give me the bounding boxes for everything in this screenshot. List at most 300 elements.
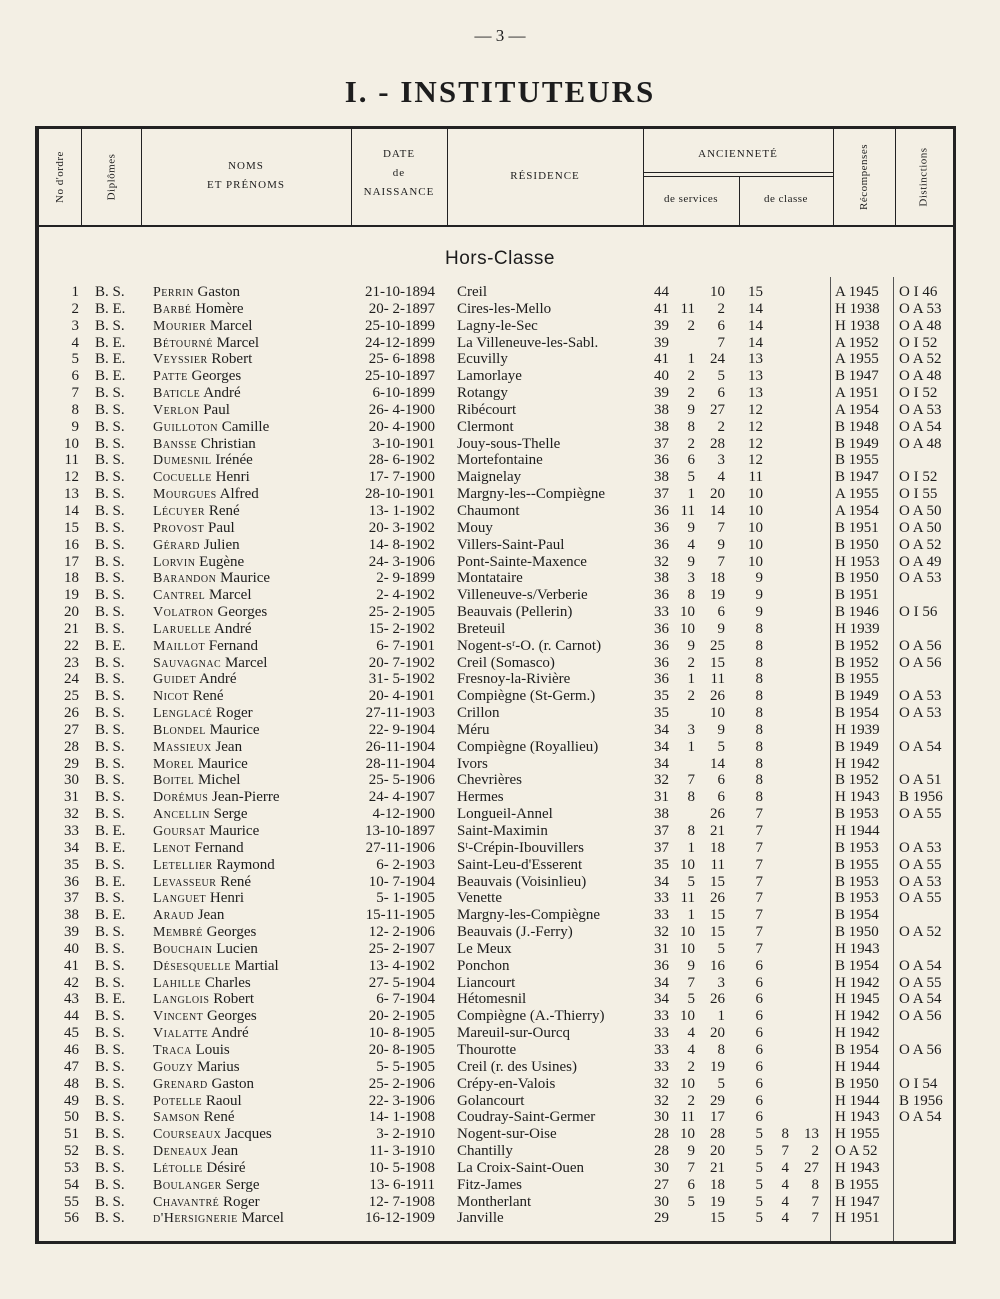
cell-services-annees: 32 xyxy=(654,772,669,789)
cell-date-naissance: 20- 2-1905 xyxy=(368,1008,435,1025)
cell-surname: Lécuyer xyxy=(153,503,206,519)
cell-diplome: B. S. xyxy=(95,721,125,738)
cell-surname: Grenard xyxy=(153,1076,208,1092)
cell-surname: Courseaux xyxy=(153,1127,222,1143)
cell-services-annees: 36 xyxy=(654,671,669,688)
cell-firstname: Désiré xyxy=(206,1159,246,1176)
cell-ordre: 29 xyxy=(64,755,79,772)
cell-classe-annees: 8 xyxy=(755,688,763,705)
cell-residence: Chevrières xyxy=(457,772,522,789)
cell-services-jours: 11 xyxy=(710,856,725,873)
table-row xyxy=(35,655,956,672)
cell-classe-annees: 7 xyxy=(755,856,763,873)
cell-classe-mois: 4 xyxy=(781,1159,789,1176)
cell-date-naissance: 25- 2-1905 xyxy=(368,604,435,621)
cell-services-annees: 36 xyxy=(654,519,669,536)
cell-firstname: Maurice xyxy=(220,570,271,587)
header-services: de services xyxy=(663,193,719,205)
cell-residence: La Croix-Saint-Ouen xyxy=(457,1159,585,1176)
table-row xyxy=(35,604,956,621)
cell-firstname: Robert xyxy=(213,991,255,1008)
cell-classe-annees: 6 xyxy=(755,957,763,974)
cell-firstname: Georges xyxy=(217,604,268,621)
table-row xyxy=(35,537,956,554)
cell-services-annees: 31 xyxy=(654,789,669,806)
cell-date-naissance: 20- 4-1901 xyxy=(368,688,435,705)
cell-nom xyxy=(153,1076,254,1093)
cell-services-annees: 36 xyxy=(654,587,669,604)
cell-residence: Lagny-le-Sec xyxy=(457,317,538,334)
cell-nom xyxy=(153,1126,272,1143)
cell-diplome: B. S. xyxy=(95,1092,125,1109)
cell-classe-mois: 4 xyxy=(781,1210,789,1227)
cell-distinction: O I 52 xyxy=(899,334,938,351)
cell-classe-annees: 7 xyxy=(755,940,763,957)
table-row xyxy=(35,385,956,402)
cell-services-jours: 15 xyxy=(710,873,725,890)
cell-diplome: B. S. xyxy=(95,1126,125,1143)
table-row xyxy=(35,924,956,941)
cell-services-jours: 10 xyxy=(710,284,725,300)
cell-date-naissance: 11- 3-1910 xyxy=(369,1143,435,1160)
cell-nom xyxy=(153,638,258,655)
cell-firstname: Raymond xyxy=(216,856,275,873)
cell-residence: Cires-les-Mello xyxy=(457,300,552,317)
cell-residence: Hétomesnil xyxy=(457,991,527,1008)
cell-recompense: H 1951 xyxy=(835,1210,880,1227)
cell-services-jours: 6 xyxy=(717,385,725,402)
cell-nom xyxy=(153,655,267,672)
cell-firstname: Robert xyxy=(211,351,253,368)
cell-surname: Perrin xyxy=(153,285,194,300)
cell-ordre: 5 xyxy=(71,351,79,368)
cell-diplome: B. S. xyxy=(95,570,125,587)
cell-services-jours: 6 xyxy=(717,317,725,334)
cell-services-mois: 9 xyxy=(687,553,695,570)
cell-distinction: B 1956 xyxy=(899,789,943,806)
cell-recompense: B 1953 xyxy=(835,806,879,823)
cell-services-annees: 44 xyxy=(654,284,669,300)
table-row xyxy=(35,520,956,537)
page-title: I. - INSTITUTEURS xyxy=(344,74,656,109)
cell-firstname: Roger xyxy=(215,705,253,722)
cell-services-annees: 37 xyxy=(654,486,669,503)
cell-recompense: B 1947 xyxy=(835,368,879,385)
cell-recompense: B 1950 xyxy=(835,570,879,587)
cell-nom xyxy=(153,419,269,436)
cell-firstname: Maurice xyxy=(209,721,260,738)
cell-firstname: Paul xyxy=(203,401,230,418)
cell-services-mois: 7 xyxy=(687,974,695,991)
cell-residence: Clermont xyxy=(457,418,514,435)
table-row xyxy=(35,1042,956,1059)
cell-distinction: O A 48 xyxy=(899,435,942,452)
cell-date-naissance: 28-10-1901 xyxy=(365,486,435,503)
table-row xyxy=(35,587,956,604)
cell-date-naissance: 13- 1-1902 xyxy=(368,502,435,519)
cell-residence: Nogent-sʳ-O. (r. Carnot) xyxy=(457,637,602,654)
cell-classe-annees: 6 xyxy=(755,1058,763,1075)
cell-classe-annees: 7 xyxy=(755,839,763,856)
cell-classe-annees: 10 xyxy=(748,519,763,536)
cell-diplome: B. S. xyxy=(95,1193,125,1210)
cell-nom xyxy=(153,284,240,301)
cell-nom xyxy=(153,688,224,705)
cell-diplome: B. S. xyxy=(95,789,125,806)
cell-diplome: B. S. xyxy=(95,1176,125,1193)
cell-nom xyxy=(153,503,240,520)
cell-residence: Villeneuve-s/Verberie xyxy=(457,587,588,604)
cell-services-mois: 2 xyxy=(687,1058,695,1075)
cell-services-jours: 18 xyxy=(710,1176,725,1193)
cell-services-jours: 6 xyxy=(717,604,725,621)
cell-classe-annees: 6 xyxy=(755,1008,763,1025)
cell-firstname: Marcel xyxy=(241,1210,284,1227)
cell-date-naissance: 10- 8-1905 xyxy=(368,1025,435,1042)
cell-services-mois: 5 xyxy=(687,991,695,1008)
cell-surname: Araud xyxy=(153,908,194,924)
cell-date-naissance: 25-10-1899 xyxy=(365,317,435,334)
cell-ordre: 24 xyxy=(64,671,79,688)
table-row xyxy=(35,991,956,1008)
table-row xyxy=(35,638,956,655)
cell-date-naissance: 25- 5-1906 xyxy=(368,772,435,789)
cell-residence: Saint-Leu-d'Esserent xyxy=(457,856,583,873)
cell-distinction: O A 50 xyxy=(899,502,942,519)
cell-residence: Nogent-sur-Oise xyxy=(457,1126,557,1143)
cell-recompense: B 1953 xyxy=(835,890,879,907)
cell-nom xyxy=(153,368,241,385)
cell-firstname: Alfred xyxy=(219,486,259,503)
table-row xyxy=(35,486,956,503)
cell-services-mois: 1 xyxy=(687,351,695,368)
cell-firstname: Jacques xyxy=(225,1126,272,1143)
cell-diplome: B. S. xyxy=(95,587,125,604)
cell-services-annees: 38 xyxy=(654,418,669,435)
cell-services-mois: 10 xyxy=(680,1126,695,1143)
cell-nom xyxy=(153,840,244,857)
cell-services-annees: 34 xyxy=(654,991,669,1008)
cell-services-annees: 27 xyxy=(654,1176,669,1193)
cell-firstname: Georges xyxy=(207,1008,257,1025)
cell-surname: Langlois xyxy=(153,992,210,1008)
cell-diplome: B. S. xyxy=(95,957,125,974)
table-row xyxy=(35,907,956,924)
cell-diplome: B. E. xyxy=(95,873,126,890)
cell-classe-annees: 8 xyxy=(755,738,763,755)
cell-services-jours: 7 xyxy=(717,334,725,351)
cell-residence: Beauvais (Pellerin) xyxy=(457,604,573,621)
cell-recompense: B 1950 xyxy=(835,536,879,553)
cell-nom xyxy=(153,1008,257,1025)
cell-recompense: O A 52 xyxy=(835,1143,878,1160)
cell-services-mois: 10 xyxy=(680,620,695,637)
cell-distinction: O I 54 xyxy=(899,1075,938,1092)
cell-services-jours: 21 xyxy=(710,823,725,839)
cell-classe-annees: 5 xyxy=(755,1126,763,1143)
cell-surname: Barbé xyxy=(153,301,192,317)
cell-date-naissance: 26-11-1904 xyxy=(365,738,435,755)
table-row xyxy=(35,1160,956,1177)
cell-residence: Ribécourt xyxy=(457,401,517,418)
cell-services-jours: 26 xyxy=(710,806,725,823)
cell-services-annees: 37 xyxy=(654,435,669,452)
table-row xyxy=(35,1126,956,1143)
cell-recompense: B 1949 xyxy=(835,688,879,705)
cell-classe-annees: 9 xyxy=(755,587,763,604)
cell-services-mois: 10 xyxy=(680,1008,695,1025)
cell-surname: Maillot xyxy=(153,638,206,654)
cell-surname: Gérard xyxy=(153,537,201,553)
cell-date-naissance: 28- 6-1902 xyxy=(368,452,435,469)
cell-recompense: B 1953 xyxy=(835,873,879,890)
cell-classe-annees: 8 xyxy=(755,620,763,637)
cell-recompense: A 1952 xyxy=(835,334,879,351)
cell-services-jours: 25 xyxy=(710,637,725,654)
table-row xyxy=(35,823,956,840)
cell-date-naissance: 31- 5-1902 xyxy=(368,671,435,688)
cell-classe-annees: 12 xyxy=(748,452,763,469)
cell-recompense: H 1945 xyxy=(835,991,880,1008)
cell-ordre: 19 xyxy=(64,587,79,604)
cell-services-annees: 33 xyxy=(654,890,669,907)
cell-diplome: B. S. xyxy=(95,620,125,637)
cell-residence: Compiègne (A.-Thierry) xyxy=(457,1008,605,1025)
cell-services-annees: 30 xyxy=(654,1109,669,1126)
cell-classe-annees: 7 xyxy=(755,823,763,839)
header-diplomes: Diplômes xyxy=(105,153,117,201)
cell-services-jours: 6 xyxy=(717,789,725,806)
cell-date-naissance: 12- 7-1908 xyxy=(368,1193,435,1210)
cell-classe-annees: 12 xyxy=(748,401,763,418)
cell-classe-mois: 4 xyxy=(781,1176,789,1193)
cell-services-annees: 28 xyxy=(654,1126,669,1143)
cell-surname: Cantrel xyxy=(153,588,206,604)
table-row xyxy=(35,772,956,789)
cell-services-annees: 34 xyxy=(654,755,669,772)
cell-classe-annees: 8 xyxy=(755,721,763,738)
cell-surname: Nicot xyxy=(153,689,189,705)
cell-ordre: 48 xyxy=(64,1075,79,1092)
cell-recompense: H 1938 xyxy=(835,317,880,334)
cell-date-naissance: 25- 2-1907 xyxy=(368,940,435,957)
cell-nom xyxy=(153,1210,284,1227)
table-row xyxy=(35,554,956,571)
cell-surname: Désesquelle xyxy=(153,958,231,974)
cell-diplome: B. S. xyxy=(95,486,125,503)
cell-firstname: Raoul xyxy=(205,1092,242,1109)
cell-services-mois: 11 xyxy=(680,890,695,907)
cell-ordre: 22 xyxy=(64,637,79,654)
cell-nom xyxy=(153,537,240,554)
cell-services-annees: 36 xyxy=(654,957,669,974)
cell-residence: Creil (r. des Usines) xyxy=(457,1058,577,1075)
cell-ordre: 46 xyxy=(64,1041,79,1058)
cell-services-mois: 2 xyxy=(687,654,695,671)
cell-firstname: André xyxy=(211,1025,249,1042)
cell-services-annees: 33 xyxy=(654,1058,669,1075)
cell-date-naissance: 25-10-1897 xyxy=(365,368,435,385)
cell-diplome: B. E. xyxy=(95,368,126,385)
cell-date-naissance: 20- 7-1902 xyxy=(368,654,435,671)
table-row xyxy=(35,402,956,419)
cell-recompense: H 1944 xyxy=(835,1058,880,1075)
cell-recompense: H 1943 xyxy=(835,1159,880,1176)
cell-recompense: B 1955 xyxy=(835,1176,879,1193)
cell-classe-annees: 6 xyxy=(755,1109,763,1126)
cell-ordre: 43 xyxy=(64,991,79,1008)
cell-date-naissance: 27- 5-1904 xyxy=(368,974,435,991)
cell-services-annees: 36 xyxy=(654,620,669,637)
cell-surname: Dorémus xyxy=(153,790,209,806)
table-row xyxy=(35,452,956,469)
cell-services-mois: 11 xyxy=(680,502,695,519)
cell-residence: Venette xyxy=(457,890,502,907)
cell-surname: Mourgues xyxy=(153,487,217,503)
cell-services-mois: 11 xyxy=(680,300,695,317)
cell-diplome: B. S. xyxy=(95,1041,125,1058)
cell-ordre: 30 xyxy=(64,772,79,789)
cell-residence: Hermes xyxy=(457,789,504,806)
cell-surname: Languet xyxy=(153,891,207,907)
cell-residence: Margny-les--Compiègne xyxy=(457,486,606,503)
cell-ordre: 34 xyxy=(64,839,79,856)
cell-services-mois: 4 xyxy=(687,536,695,553)
cell-recompense: B 1950 xyxy=(835,924,879,941)
cell-firstname: Maurice xyxy=(197,755,248,772)
cell-date-naissance: 6- 7-1904 xyxy=(376,991,435,1008)
cell-diplome: B. S. xyxy=(95,1075,125,1092)
cell-diplome: B. E. xyxy=(95,300,126,317)
cell-residence: Creil xyxy=(457,284,487,300)
cell-surname: Potelle xyxy=(153,1093,203,1109)
cell-distinction: O A 56 xyxy=(899,1008,942,1025)
cell-recompense: B 1947 xyxy=(835,469,879,486)
cell-services-annees: 35 xyxy=(654,856,669,873)
cell-recompense: A 1945 xyxy=(835,284,879,300)
table-row xyxy=(35,1109,956,1126)
cell-ordre: 25 xyxy=(64,688,79,705)
table-row xyxy=(35,335,956,352)
cell-residence: Chaumont xyxy=(457,502,520,519)
table-row xyxy=(35,1076,956,1093)
cell-residence: Thourotte xyxy=(457,1041,517,1058)
cell-diplome: B. S. xyxy=(95,469,125,486)
cell-recompense: H 1944 xyxy=(835,1092,880,1109)
cell-ordre: 33 xyxy=(64,823,79,839)
table-row xyxy=(35,284,956,301)
cell-classe-annees: 12 xyxy=(748,418,763,435)
cell-surname: d'Hersignerie xyxy=(153,1211,238,1227)
cell-services-mois: 5 xyxy=(687,1193,695,1210)
cell-residence: Crillon xyxy=(457,705,500,722)
cell-diplome: B. S. xyxy=(95,385,125,402)
cell-services-mois: 10 xyxy=(680,940,695,957)
cell-residence: Mortefontaine xyxy=(457,452,543,469)
cell-services-jours: 26 xyxy=(710,991,725,1008)
cell-nom xyxy=(153,621,252,638)
cell-nom xyxy=(153,739,242,756)
cell-recompense: B 1946 xyxy=(835,604,879,621)
cell-distinction: O A 48 xyxy=(899,368,942,385)
cell-nom xyxy=(153,975,251,992)
table-header xyxy=(39,129,953,227)
cell-residence: Creil (Somasco) xyxy=(457,654,555,671)
cell-firstname: Homère xyxy=(195,300,244,317)
cell-services-mois: 7 xyxy=(687,772,695,789)
cell-surname: Guilloton xyxy=(153,419,218,435)
table-row xyxy=(35,789,956,806)
cell-services-mois: 3 xyxy=(687,721,695,738)
cell-diplome: B. S. xyxy=(95,418,125,435)
cell-services-jours: 18 xyxy=(710,570,725,587)
cell-ordre: 44 xyxy=(64,1008,79,1025)
cell-residence: Pont-Sainte-Maxence xyxy=(457,553,587,570)
cell-ordre: 6 xyxy=(71,368,79,385)
cell-ordre: 49 xyxy=(64,1092,79,1109)
cell-nom xyxy=(153,587,252,604)
cell-services-jours: 4 xyxy=(717,469,725,486)
cell-services-annees: 34 xyxy=(654,738,669,755)
cell-surname: Sauvagnac xyxy=(153,655,222,671)
cell-nom xyxy=(153,436,256,453)
table-row xyxy=(35,975,956,992)
cell-recompense: H 1942 xyxy=(835,1008,880,1025)
cell-recompense: H 1939 xyxy=(835,620,880,637)
table-row xyxy=(35,368,956,385)
cell-services-annees: 32 xyxy=(654,1092,669,1109)
cell-nom xyxy=(153,1194,260,1211)
cell-surname: Chavantré xyxy=(153,1194,220,1210)
cell-firstname: Marius xyxy=(197,1058,240,1075)
cell-classe-annees: 14 xyxy=(748,300,763,317)
cell-nom xyxy=(153,705,253,722)
table-row xyxy=(35,722,956,739)
cell-distinction: O A 53 xyxy=(899,873,942,890)
cell-services-annees: 37 xyxy=(654,823,669,839)
cell-services-annees: 38 xyxy=(654,401,669,418)
cell-services-mois: 6 xyxy=(687,1176,695,1193)
cell-recompense: H 1947 xyxy=(835,1193,880,1210)
cell-services-annees: 41 xyxy=(654,351,669,368)
cell-recompense: H 1942 xyxy=(835,755,880,772)
cell-classe-annees: 5 xyxy=(755,1159,763,1176)
cell-residence: Ecuvilly xyxy=(457,351,508,368)
cell-recompense: B 1954 xyxy=(835,957,879,974)
cell-diplome: B. E. xyxy=(95,907,126,924)
cell-date-naissance: 13- 6-1911 xyxy=(369,1176,435,1193)
cell-services-mois: 1 xyxy=(687,671,695,688)
cell-services-annees: 36 xyxy=(654,536,669,553)
cell-services-jours: 18 xyxy=(710,839,725,856)
cell-date-naissance: 10- 5-1908 xyxy=(368,1159,435,1176)
cell-date-naissance: 5- 5-1905 xyxy=(376,1058,435,1075)
cell-services-mois: 8 xyxy=(687,823,695,839)
cell-date-naissance: 6-10-1899 xyxy=(372,385,435,402)
cell-recompense: B 1952 xyxy=(835,637,879,654)
cell-classe-annees: 14 xyxy=(748,334,763,351)
cell-diplome: B. S. xyxy=(95,738,125,755)
cell-services-jours: 9 xyxy=(717,536,725,553)
cell-nom xyxy=(153,1042,230,1059)
cell-ordre: 41 xyxy=(64,957,79,974)
cell-residence: La Villeneuve-les-Sabl. xyxy=(457,334,599,351)
cell-services-mois: 9 xyxy=(687,1143,695,1160)
cell-diplome: B. S. xyxy=(95,755,125,772)
cell-classe-annees: 13 xyxy=(748,385,763,402)
cell-firstname: Jean xyxy=(215,738,243,755)
cell-nom xyxy=(153,1160,246,1177)
